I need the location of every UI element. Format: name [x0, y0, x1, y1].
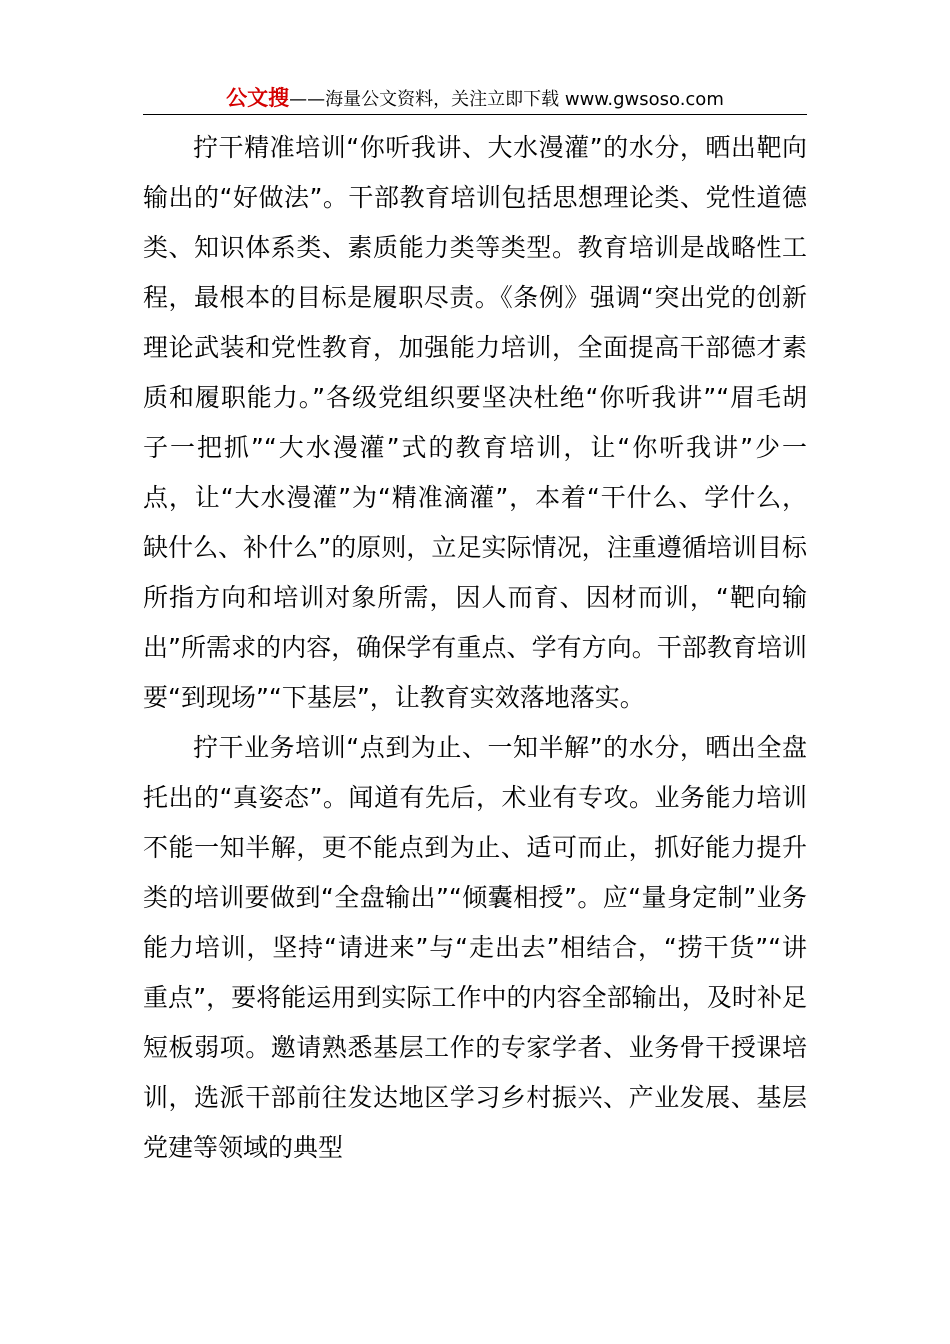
paragraph-precision-training: 拧干精准培训“你听我讲、大水漫灌”的水分，晒出靶向输出的“好做法”。干部教育培训包括思想理论类、党性道德类、知识体系类、素质能力类等类型。教育培训是战略性工程，最根本的目标是履职尽责。《条例》强调“突出党的创新理论武装和党性教育，加强能力培训，全面提高干部德才素质和履职能力。”各级党组织要坚决杜绝“你听我讲”“眉毛胡子一把抓”“大水漫灌”式的教育培训，让“你听我讲”少一点，让“大水漫灌”为“精准滴灌”，本着“干什么、学什么，缺什么、补什么”的原则，立足实际情况，注重遵循培训目标所指方向和培训对象所需，因人而育、因材而训，“靶向输出”所需求的内容，确保学有重点、学有方向。干部教育培训要“到现场”“下基层”，让教育实效落地落实。 — [143, 133, 807, 712]
header-tagline: ——海量公文资料，关注立即下载 www.gwsoso.com — [289, 89, 724, 110]
site-brand: 公文搜 — [226, 86, 290, 110]
header-divider — [143, 114, 807, 115]
paragraph-business-training: 拧干业务培训“点到为止、一知半解”的水分，晒出全盘托出的“真姿态”。闻道有先后，术业有专攻。业务能力培训不能一知半解，更不能点到为止、适可而止，抓好能力提升类的培训要做到“全盘输出”“倾囊相授”。应“量身定制”业务能力培训，坚持“请进来”与“走出去”相结合，“捞干货”“讲重点”，要将能运用到实际工作中的内容全部输出，及时补足短板弱项。邀请熟悉基层工作的专家学者、业务骨干授课培训，选派干部前往发达地区学习乡村振兴、产业发展、基层党建等领域的典型 — [143, 733, 807, 1162]
page-header — [143, 82, 807, 114]
document-body — [143, 123, 807, 1173]
